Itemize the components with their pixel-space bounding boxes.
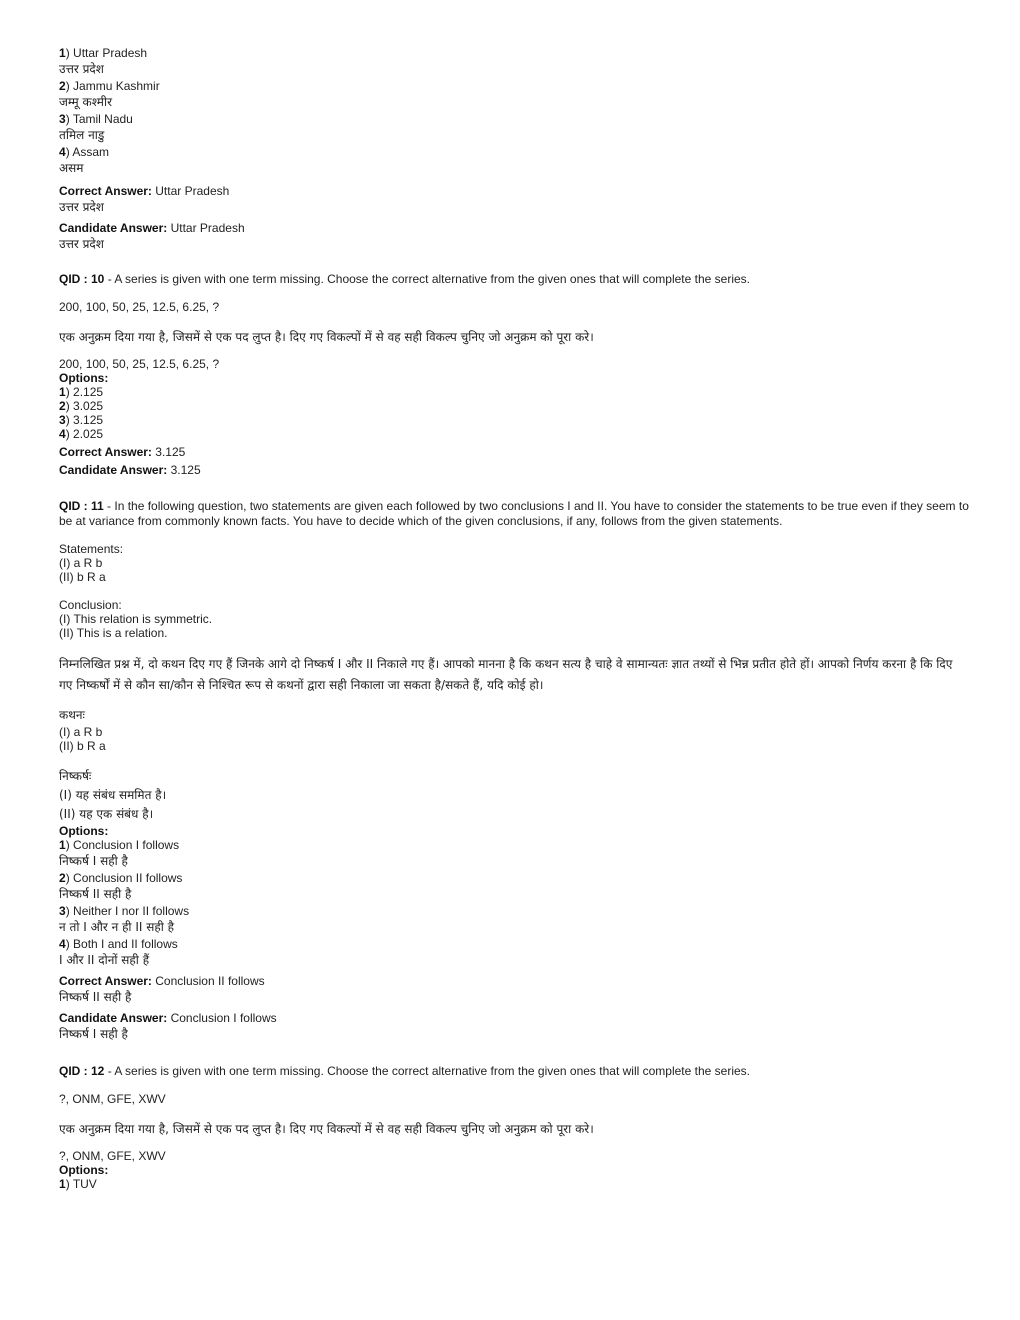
conclusion-1-hindi: (I) यह संबंध सममित है। [59,788,167,802]
question-text: QID : 10 - A series is given with one term missing. Choose the correct alternative from the given ones that will complete the series. [59,272,750,286]
candidate-answer-hindi: उत्तर प्रदेश [59,237,104,251]
option-4-hindi: I और II दोनों सही हैं [59,953,150,967]
correct-answer: Correct Answer: 3.125 [59,445,186,459]
question-text-hindi: एक अनुक्रम दिया गया है, जिसमें से एक पद लुप्त है। दिए गए विकल्पों में से वह सही विकल्प चुनिए जो अनुक्रम को पूरा करे। [59,1122,594,1136]
series-text-hindi: 200, 100, 50, 25, 12.5, 6.25, ? [59,357,220,371]
option-4: 4) Assam [59,145,110,159]
candidate-answer: Candidate Answer: Conclusion I follows [59,1011,277,1025]
option-4: 4) Both I and II follows [59,937,178,951]
option-3: 3) Neither I nor II follows [59,904,190,918]
option-2: 2) Jammu Kashmir [59,79,160,93]
option-1-hindi: निष्कर्ष I सही है [59,854,128,868]
statement-1-hindi: (I) a R b [59,725,103,739]
option-1: 1) TUV [59,1177,97,1191]
question-10 [59,272,969,477]
series-text-hindi: ?, ONM, GFE, XWV [59,1149,166,1163]
candidate-answer: Candidate Answer: Uttar Pradesh [59,221,245,235]
question-11 [59,499,969,1044]
question-12 [59,1064,969,1191]
conclusion-2: (II) This is a relation. [59,626,168,640]
correct-answer: Correct Answer: Uttar Pradesh [59,184,230,198]
question-text: QID : 12 - A series is given with one term missing. Choose the correct alternative from the given ones that will complete the series. [59,1064,750,1078]
options-label: Options: [59,371,109,385]
option-3-hindi: न तो I और न ही II सही है [59,920,175,934]
statements-label: Statements: [59,542,124,556]
question-text: QID : 11 - In the following question, two statements are given each followed by two conclusions I and II. You have to consider the statements to be true even if they seem to be at variance from commonly known facts. You have to decide which of the given conclusions, if any, follows from the given statements. [59,499,969,528]
conclusion-label-hindi: निष्कर्षः [59,769,92,783]
conclusion-label: Conclusion: [59,598,122,612]
correct-answer-hindi: निष्कर्ष II सही है [59,990,132,1004]
options-label: Options: [59,1163,109,1177]
conclusion-2-hindi: (II) यह एक संबंध है। [59,807,154,821]
document-page [59,46,969,1191]
series-text: ?, ONM, GFE, XWV [59,1092,166,1106]
series-text: 200, 100, 50, 25, 12.5, 6.25, ? [59,300,220,314]
options-label: Options: [59,824,109,838]
statement-1: (I) a R b [59,556,103,570]
correct-answer: Correct Answer: Conclusion II follows [59,974,265,988]
statements-label-hindi: कथनः [59,708,85,722]
question-9-tail [59,46,969,254]
option-4: 4) 2.025 [59,427,104,441]
statement-2-hindi: (II) b R a [59,739,106,753]
correct-answer-hindi: उत्तर प्रदेश [59,200,104,214]
option-2-hindi: जम्मू कश्मीर [59,95,112,109]
candidate-answer: Candidate Answer: 3.125 [59,463,201,477]
option-3-hindi: तमिल नाडु [59,128,105,142]
option-1: 1) Conclusion I follows [59,838,180,852]
conclusion-1: (I) This relation is symmetric. [59,612,213,626]
candidate-answer-hindi: निष्कर्ष I सही है [59,1027,128,1041]
option-2-hindi: निष्कर्ष II सही है [59,887,132,901]
statement-2: (II) b R a [59,570,106,584]
option-3: 3) Tamil Nadu [59,112,133,126]
option-2: 2) 3.025 [59,399,104,413]
option-1-hindi: उत्तर प्रदेश [59,62,104,76]
option-1: 1) 2.125 [59,385,104,399]
option-1: 1) Uttar Pradesh [59,46,148,60]
option-3: 3) 3.125 [59,413,104,427]
option-4-hindi: असम [59,161,84,175]
option-2: 2) Conclusion II follows [59,871,183,885]
question-text-hindi: एक अनुक्रम दिया गया है, जिसमें से एक पद लुप्त है। दिए गए विकल्पों में से वह सही विकल्प चुनिए जो अनुक्रम को पूरा करे। [59,330,594,344]
question-text-hindi: निम्नलिखित प्रश्न में, दो कथन दिए गए हैं जिनके आगे दो निष्कर्ष I और II निकाले गए हैं। आपको मानना है कि कथन सत्य है चाहे वे सामान्यतः ज्ञात तथ्यों से भिन्न प्रतीत होते हों। आपको निर्णय करना है कि दिए गए निष्कर्षों में से कौन सा/कौन से निश्चित रूप से कथनों द्वारा सही निकाला जा सकता है/सकते हैं, यदि कोई हो। [59,657,953,692]
